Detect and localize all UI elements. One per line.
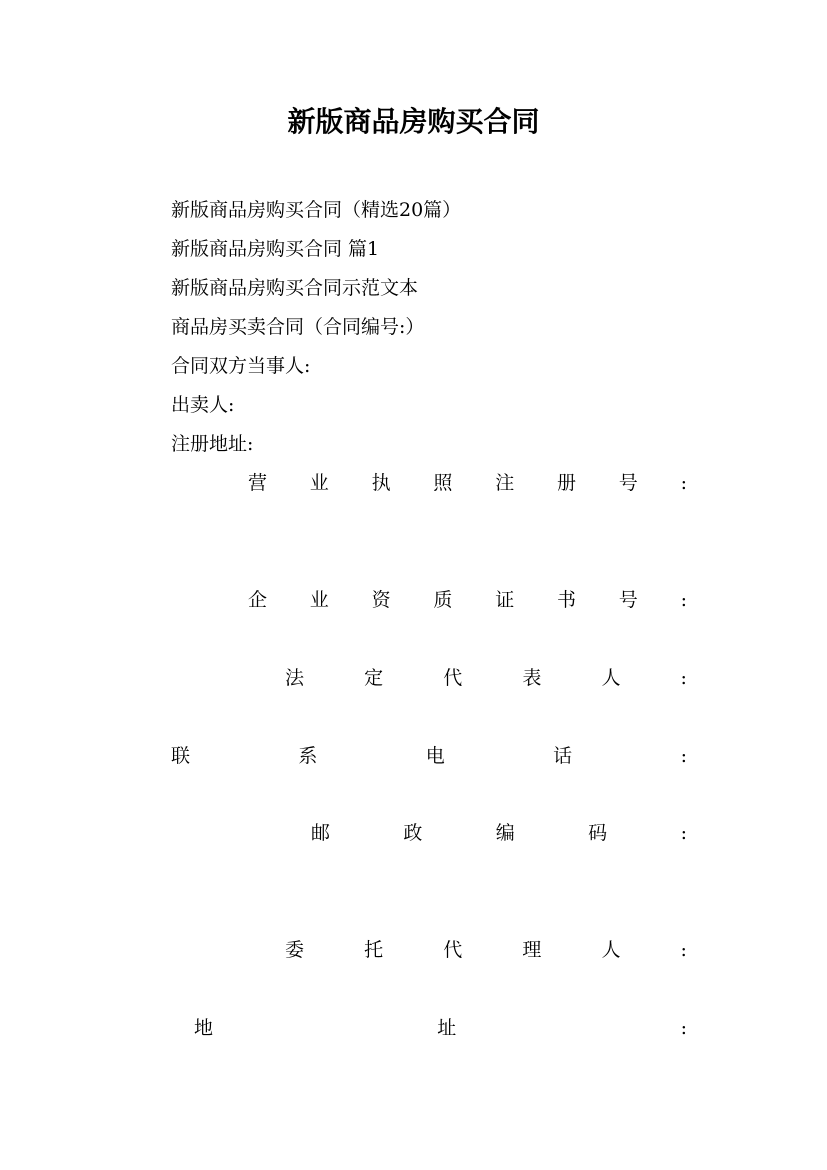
field-qualification-cert [248,587,687,613]
field-char: 定 [364,667,384,689]
field-postal-code [311,820,687,846]
field-colon: : [680,1017,687,1039]
field-char: 托 [364,939,384,961]
field-char: 册 [556,472,576,494]
field-colon: : [680,589,687,611]
field-char: 址 [437,1017,457,1039]
paragraph-contract-number: 商品房买卖合同（合同编号:） [171,316,425,338]
field-char: 执 [371,472,391,494]
field-colon: : [680,822,687,844]
document-title: 新版商品房购买合同 [287,105,540,138]
field-char: 代 [443,939,463,961]
paragraph-selection-title: 新版商品房购买合同（精选20篇） [171,199,462,221]
field-colon: : [680,472,687,494]
field-char: 法 [285,667,305,689]
field-char: 人 [601,939,621,961]
field-char: 企 [248,589,268,611]
field-char: 书 [556,589,576,611]
field-char: 地 [194,1017,214,1039]
field-char: 号 [618,589,638,611]
field-char: 注 [495,472,515,494]
field-agent [285,937,687,963]
field-colon: : [680,939,687,961]
field-legal-rep [285,665,687,691]
field-colon: : [680,745,687,767]
field-char: 代 [443,667,463,689]
field-address [194,1015,687,1041]
field-phone [171,743,687,769]
field-char: 营 [248,472,268,494]
field-char: 表 [522,667,542,689]
field-char: 话 [553,745,573,767]
field-char: 委 [285,939,305,961]
field-business-license [248,470,687,496]
field-char: 码 [588,822,608,844]
field-char: 邮 [311,822,331,844]
field-char: 号 [618,472,638,494]
field-char: 资 [371,589,391,611]
field-char: 业 [309,472,329,494]
field-char: 联 [171,745,191,767]
paragraph-template-title: 新版商品房购买合同示范文本 [171,277,419,299]
paragraph-parties: 合同双方当事人: [171,355,311,377]
field-char: 电 [425,745,445,767]
field-char: 业 [309,589,329,611]
field-char: 理 [522,939,542,961]
field-char: 质 [433,589,453,611]
field-char: 系 [298,745,318,767]
paragraph-registered-address: 注册地址: [171,433,254,455]
field-char: 编 [495,822,515,844]
field-char: 照 [433,472,453,494]
paragraph-chapter: 新版商品房购买合同 篇1 [171,238,380,260]
field-colon: : [680,667,687,689]
paragraph-seller: 出卖人: [171,394,235,416]
field-char: 证 [495,589,515,611]
field-char: 人 [601,667,621,689]
field-char: 政 [403,822,423,844]
